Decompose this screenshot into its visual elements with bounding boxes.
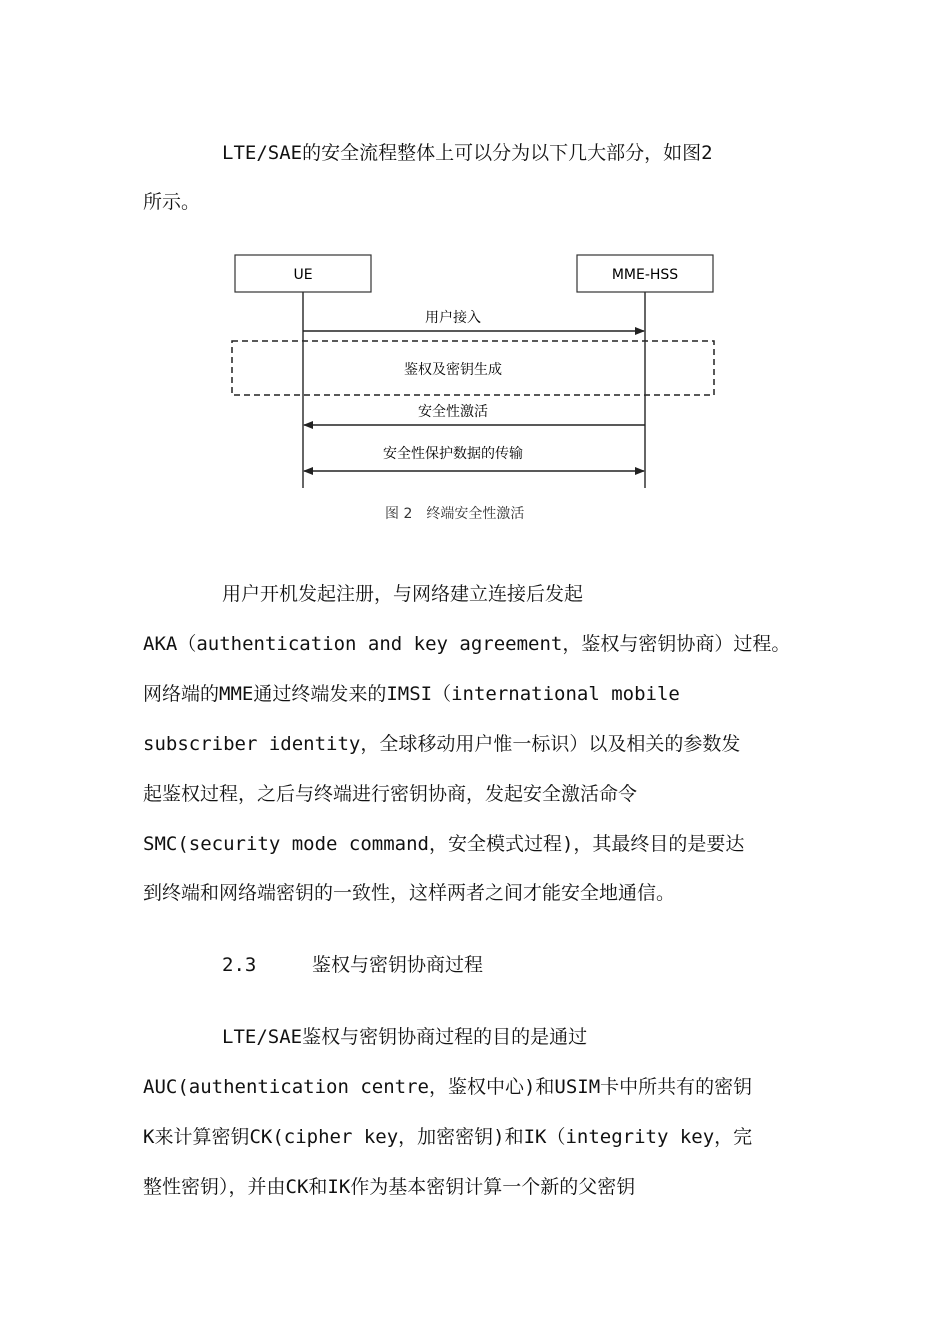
text-line: K来计算密钥CK(cipher key，加密密钥)和IK（integrity key，完 — [143, 1126, 753, 1148]
text-line: 所示。 — [143, 191, 201, 213]
sequence-diagram-figure — [225, 245, 725, 535]
text-line: 整性密钥），并由CK和IK作为基本密钥计算一个新的父密钥 — [143, 1176, 636, 1198]
text-line: LTE/SAE的安全流程整体上可以分为以下几大部分，如图2 — [222, 142, 713, 164]
step-label-auth-key-gen: 鉴权及密钥生成 — [404, 362, 502, 378]
text-line: 起鉴权过程，之后与终端进行密钥协商，发起安全激活命令 — [143, 783, 638, 805]
text-line: 用户开机发起注册，与网络建立连接后发起 — [222, 583, 584, 605]
text-line: 网络端的MME通过终端发来的IMSI（international mobile — [143, 683, 680, 705]
text-line: AUC(authentication centre，鉴权中心)和USIM卡中所共有的密钥 — [143, 1076, 753, 1098]
text-line: AKA（authentication and key agreement，鉴权与密钥协商）过程。 — [143, 633, 791, 655]
section-number: 2.3 — [222, 954, 257, 976]
text-line: subscriber identity，全球移动用户惟一标识）以及相关的参数发 — [143, 733, 741, 755]
figure-caption: 图 2 终端安全性激活 — [385, 506, 525, 522]
ue-label: UE — [293, 267, 313, 283]
text-line: 到终端和网络端密钥的一致性，这样两者之间才能安全地通信。 — [143, 882, 676, 904]
mme-hss-label: MME-HSS — [611, 267, 679, 283]
section-title: 鉴权与密钥协商过程 — [312, 954, 484, 976]
step-label-protected-data: 安全性保护数据的传输 — [383, 446, 523, 462]
text-line: LTE/SAE鉴权与密钥协商过程的目的是通过 — [222, 1026, 588, 1048]
step-label-user-access: 用户接入 — [425, 310, 481, 326]
sequence-diagram — [225, 245, 725, 535]
text-line: SMC(security mode command，安全模式过程)，其最终目的是要达 — [143, 833, 745, 855]
step-label-security-activation: 安全性激活 — [418, 404, 488, 420]
